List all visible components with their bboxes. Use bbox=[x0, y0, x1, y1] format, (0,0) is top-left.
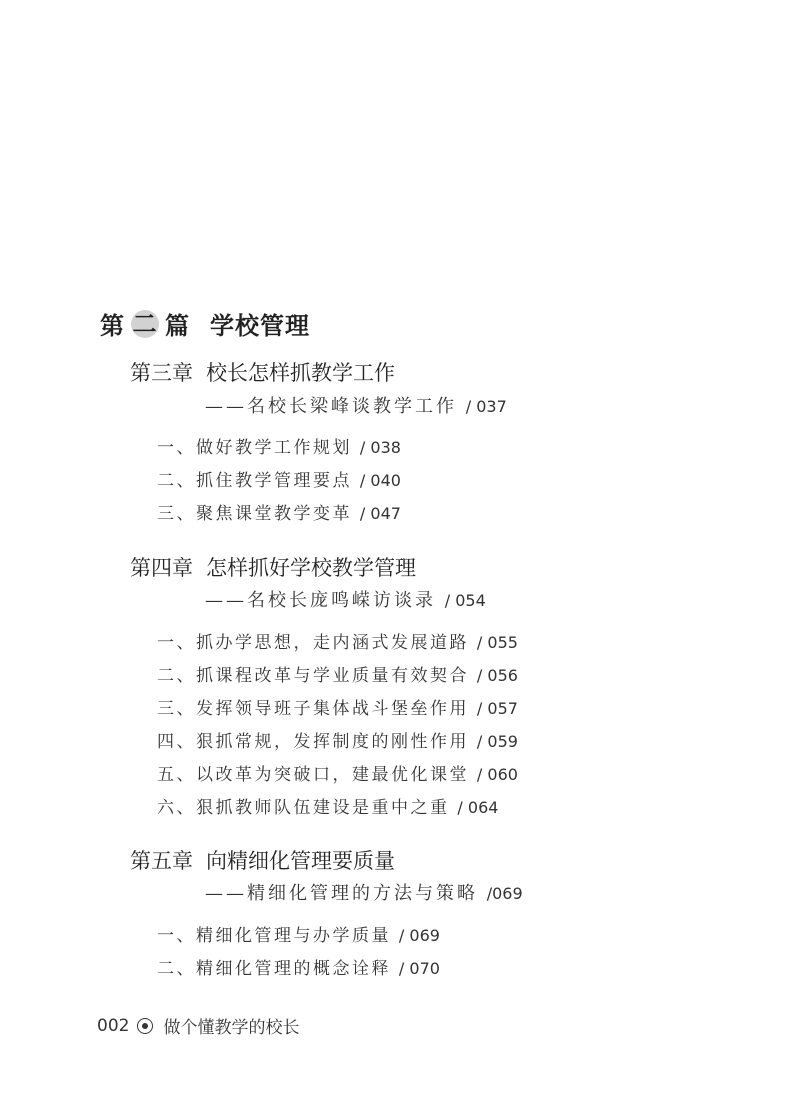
page-ref: / 037 bbox=[465, 397, 507, 416]
chapter-title: 怎样抓好学校教学管理 bbox=[206, 556, 416, 580]
toc-entry[interactable]: 一、抓办学思想，走内涵式发展道路 / 055 bbox=[157, 633, 518, 653]
bullet-icon bbox=[137, 1018, 153, 1034]
part-number-badge: 二 bbox=[132, 308, 158, 338]
page-ref: / 060 bbox=[476, 765, 518, 784]
chapter-heading[interactable] bbox=[130, 357, 395, 387]
toc-entry[interactable]: 三、聚焦课堂教学变革 / 047 bbox=[157, 504, 401, 524]
chapter-heading[interactable] bbox=[130, 552, 416, 582]
chapter-title: 向精细化管理要质量 bbox=[206, 849, 395, 873]
page-footer bbox=[97, 1013, 299, 1038]
toc-entry[interactable]: 二、抓住教学管理要点 / 040 bbox=[157, 471, 401, 491]
page-ref: / 069 bbox=[398, 926, 440, 945]
chapter-heading[interactable] bbox=[130, 845, 395, 875]
part-suffix: 篇 bbox=[165, 311, 190, 340]
chapter-subtitle[interactable]: ——精细化管理的方法与策略 /069 bbox=[205, 883, 523, 904]
toc-entry[interactable]: 六、狠抓教师队伍建设是重中之重 / 064 bbox=[157, 798, 499, 818]
toc-entry[interactable]: 五、以改革为突破口，建最优化课堂 / 060 bbox=[157, 765, 518, 785]
part-title: 学校管理 bbox=[210, 311, 310, 340]
toc-entry[interactable]: 一、精细化管理与办学质量 / 069 bbox=[157, 926, 440, 946]
part-heading bbox=[100, 306, 310, 341]
page-ref: / 055 bbox=[476, 633, 518, 652]
page-number: 002 bbox=[97, 1015, 130, 1036]
page-ref: / 056 bbox=[476, 666, 518, 685]
page-ref: / 038 bbox=[359, 438, 401, 457]
toc-entry[interactable]: 二、抓课程改革与学业质量有效契合 / 056 bbox=[157, 666, 518, 686]
toc-entry[interactable]: 二、精细化管理的概念诠释 / 070 bbox=[157, 959, 440, 979]
toc-entry[interactable]: 四、狠抓常规，发挥制度的刚性作用 / 059 bbox=[157, 732, 518, 752]
toc-entry[interactable]: 一、做好教学工作规划 / 038 bbox=[157, 438, 401, 458]
chapter-subtitle[interactable]: ——名校长梁峰谈教学工作 / 037 bbox=[205, 396, 507, 417]
chapter-subtitle[interactable]: ——名校长庞鸣嵘访谈录 / 054 bbox=[205, 590, 486, 611]
page-ref: / 070 bbox=[398, 959, 440, 978]
page-ref: / 040 bbox=[359, 471, 401, 490]
page-ref: / 064 bbox=[457, 798, 499, 817]
page-ref: / 059 bbox=[476, 732, 518, 751]
toc-entry[interactable]: 三、发挥领导班子集体战斗堡垒作用 / 057 bbox=[157, 699, 518, 719]
part-prefix: 第 bbox=[100, 311, 125, 340]
page-ref: / 047 bbox=[359, 504, 401, 523]
page-ref: /069 bbox=[486, 884, 523, 903]
page-ref: / 054 bbox=[444, 591, 486, 610]
chapter-number: 第四章 bbox=[130, 556, 193, 580]
chapter-number: 第三章 bbox=[130, 361, 193, 385]
chapter-number: 第五章 bbox=[130, 849, 193, 873]
chapter-title: 校长怎样抓教学工作 bbox=[206, 361, 395, 385]
page-ref: / 057 bbox=[476, 699, 518, 718]
book-title: 做个懂教学的校长 bbox=[163, 1018, 300, 1038]
